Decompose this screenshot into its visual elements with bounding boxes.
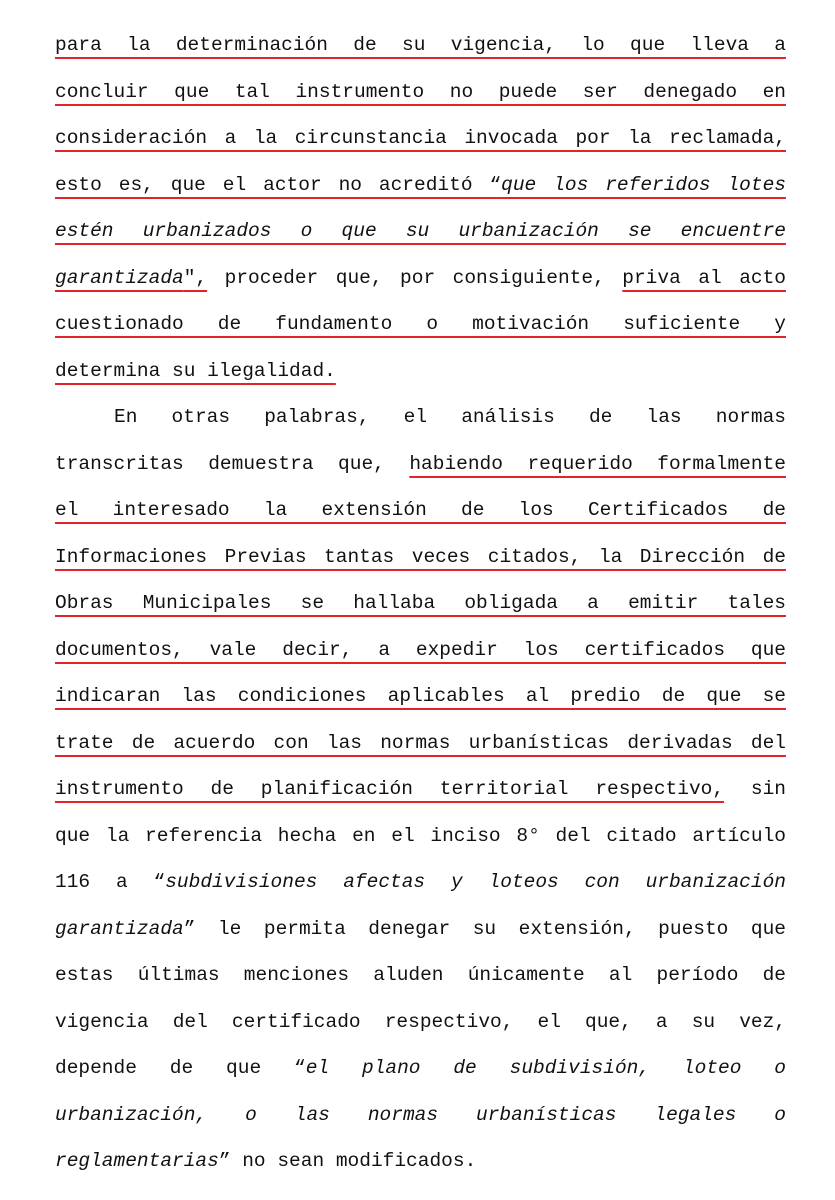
text-line bbox=[55, 867, 786, 897]
text-run: ” no sean modificados. bbox=[218, 1150, 477, 1172]
underlined-text: determina su ilegalidad. bbox=[55, 359, 336, 382]
text-run: vigencia del certificado respectivo, el que, a su vez, bbox=[55, 1010, 786, 1033]
underlined-text: para la determinación de su vigencia, lo que lleva a bbox=[55, 34, 786, 56]
text-line bbox=[55, 542, 786, 572]
text-line bbox=[55, 30, 786, 60]
text-run: sin bbox=[724, 778, 787, 800]
underlined-text: Informaciones Previas tantas veces citados, la Dirección de bbox=[55, 545, 786, 568]
underlined-text: trate de acuerdo con las normas urbanísticas derivadas del bbox=[55, 731, 786, 754]
text-run: depende de que “ bbox=[55, 1057, 306, 1079]
underlined-text: habiendo requerido formalmente bbox=[409, 452, 786, 475]
text-line bbox=[55, 960, 786, 990]
text-line bbox=[55, 774, 786, 804]
text-line bbox=[55, 728, 786, 758]
underlined-text: consideración a la circunstancia invocada por la reclamada, bbox=[55, 127, 786, 149]
text-line bbox=[55, 356, 786, 386]
underlined-text: concluir que tal instrumento no puede ser denegado en bbox=[55, 80, 786, 103]
text-line bbox=[114, 402, 786, 432]
underlined-text: documentos, vale decir, a expedir los certificados que bbox=[55, 638, 786, 661]
underlined-text: Obras Municipales se hallaba obligada a emitir tales bbox=[55, 592, 786, 614]
text-line bbox=[55, 77, 786, 107]
text-run: garantizada bbox=[55, 917, 184, 940]
underlined-text: priva al acto bbox=[622, 266, 786, 289]
text-run: ” le permita denegar su extensión, puesto que bbox=[183, 917, 786, 940]
underlined-text: ", bbox=[183, 266, 208, 289]
underlined-text: estén urbanizados o que su urbanización se encuentre bbox=[55, 220, 786, 242]
text-run: estas últimas menciones aluden únicamente al período de bbox=[55, 964, 786, 986]
text-run: proceder que, por consiguiente, bbox=[207, 266, 623, 289]
text-run: transcritas demuestra que, bbox=[55, 452, 410, 475]
underlined-text: el interesado la extensión de los Certificados de bbox=[55, 499, 786, 521]
text-line bbox=[55, 635, 786, 665]
text-run: que la referencia hecha en el inciso 8° del citado artículo bbox=[55, 824, 786, 847]
text-line bbox=[55, 588, 786, 618]
text-line bbox=[55, 914, 786, 944]
text-line bbox=[55, 821, 786, 851]
underlined-text: garantizada bbox=[55, 266, 184, 289]
underlined-text: que los referidos lotes bbox=[501, 173, 786, 196]
underlined-text: esto es, que el actor no acreditó “ bbox=[55, 173, 502, 196]
text-run: 116 a “ bbox=[55, 871, 166, 893]
underlined-text: instrumento de planificación territorial respectivo, bbox=[55, 778, 725, 800]
text-line bbox=[55, 170, 786, 200]
text-line bbox=[55, 681, 786, 711]
text-line bbox=[55, 449, 786, 479]
underlined-text: indicaran las condiciones aplicables al predio de que se bbox=[55, 685, 786, 707]
text-line bbox=[55, 1100, 786, 1130]
text-line bbox=[55, 216, 786, 246]
text-line bbox=[55, 495, 786, 525]
underlined-text: cuestionado de fundamento o motivación suficiente y bbox=[55, 313, 786, 335]
text-line bbox=[55, 1146, 786, 1176]
text-line bbox=[55, 263, 786, 293]
text-line bbox=[55, 309, 786, 339]
text-line bbox=[55, 1053, 786, 1083]
text-run: reglamentarias bbox=[55, 1150, 219, 1172]
text-run: subdivisiones afectas y loteos con urbanización bbox=[165, 871, 786, 893]
text-run: En otras palabras, el análisis de las normas bbox=[114, 406, 786, 428]
text-line bbox=[55, 1007, 786, 1037]
text-run: el plano de subdivisión, loteo o bbox=[305, 1057, 786, 1079]
text-run: urbanización, o las normas urbanísticas legales o bbox=[55, 1103, 786, 1126]
text-line bbox=[55, 123, 786, 153]
